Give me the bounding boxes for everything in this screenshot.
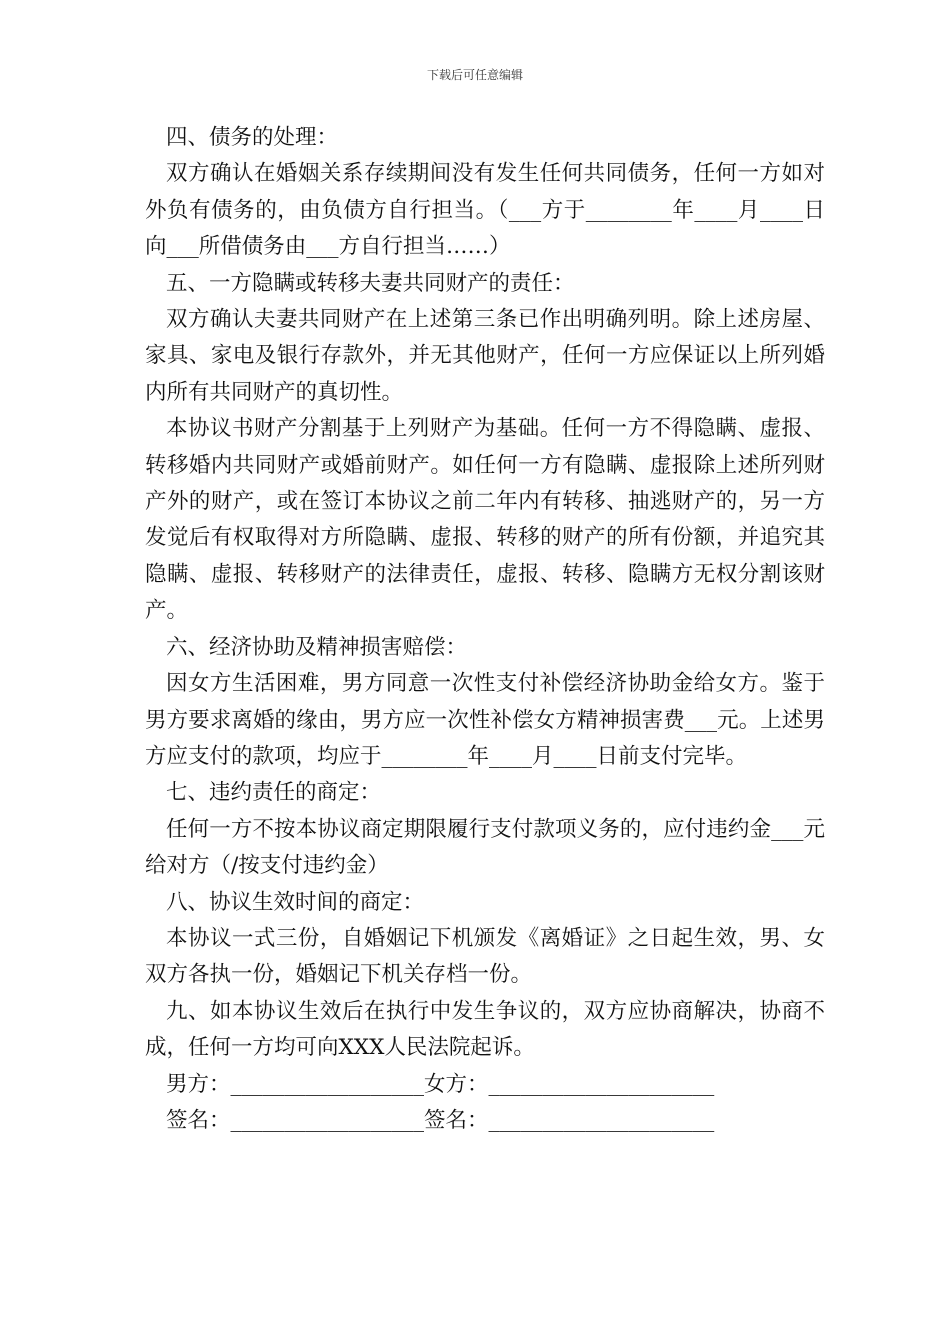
document-body [145,120,825,1139]
section-8-title: 八、协议生效时间的商定： [166,889,425,915]
section-5-title: 五、一方隐瞒或转移夫妻共同财产的责任： [166,270,575,296]
section-7-title: 七、违约责任的商定： [166,780,382,806]
signature-line-signatures: 签名：__________________签名：_____________________ [166,1107,715,1133]
section-4-title: 四、债务的处理： [166,125,339,150]
section-5-body-1: 双方确认夫妻共同财产在上述第三条已作出明确列明。除上述房屋、家具、家电及银行存款外，并无其他财产，任何一方应保证以上所列婚内所有共同财产的真切性。 [145,307,825,405]
section-5-body-2: 本协议书财产分割基于上列财产为基础。任何一方不得隐瞒、虚报、转移婚内共同财产或婚前财产。如任何一方有隐瞒、虚报除上述所列财产外的财产，或在签订本协议之前二年内有转移、抽逃财产的，另一方发觉后有权取得对方所隐瞒、虚报、转移的财产的所有份额，并追究其隐瞒、虚报、转移财产的法律责任，虚报、转移、隐瞒方无权分割该财产。 [145,416,825,624]
signature-line-parties: 男方：__________________女方：_____________________ [166,1071,715,1097]
section-9-body: 九、如本协议生效后在执行中发生争议的，双方应协商解决，协商不成，任何一方均可向XXX人民法院起诉。 [145,998,825,1061]
section-8-body: 本协议一式三份，自婚姻记下机颁发《离婚证》之日起生效，男、女双方各执一份，婚姻记下机关存档一份。 [145,925,825,988]
page-header: 下载后可任意编辑 [426,68,523,82]
section-4-body: 双方确认在婚姻关系存续期间没有发生任何共同债务，任何一方如对外负有债务的，由负债方自行担当。（___方于________年____月____日向___所借债务由___方自行担当……） [145,161,825,260]
section-6-body: 因女方生活困难，男方同意一次性支付补偿经济协助金给女方。鉴于男方要求离婚的缘由，男方应一次性补偿女方精神损害费___元。上述男方应支付的款项，均应于________年____月____日前支付完毕。 [145,671,825,769]
section-6-title: 六、经济协助及精神损害赔偿： [166,634,468,660]
section-7-body: 任何一方不按本协议商定期限履行支付款项义务的，应付违约金___元给对方（/按支付违约金） [145,816,825,879]
